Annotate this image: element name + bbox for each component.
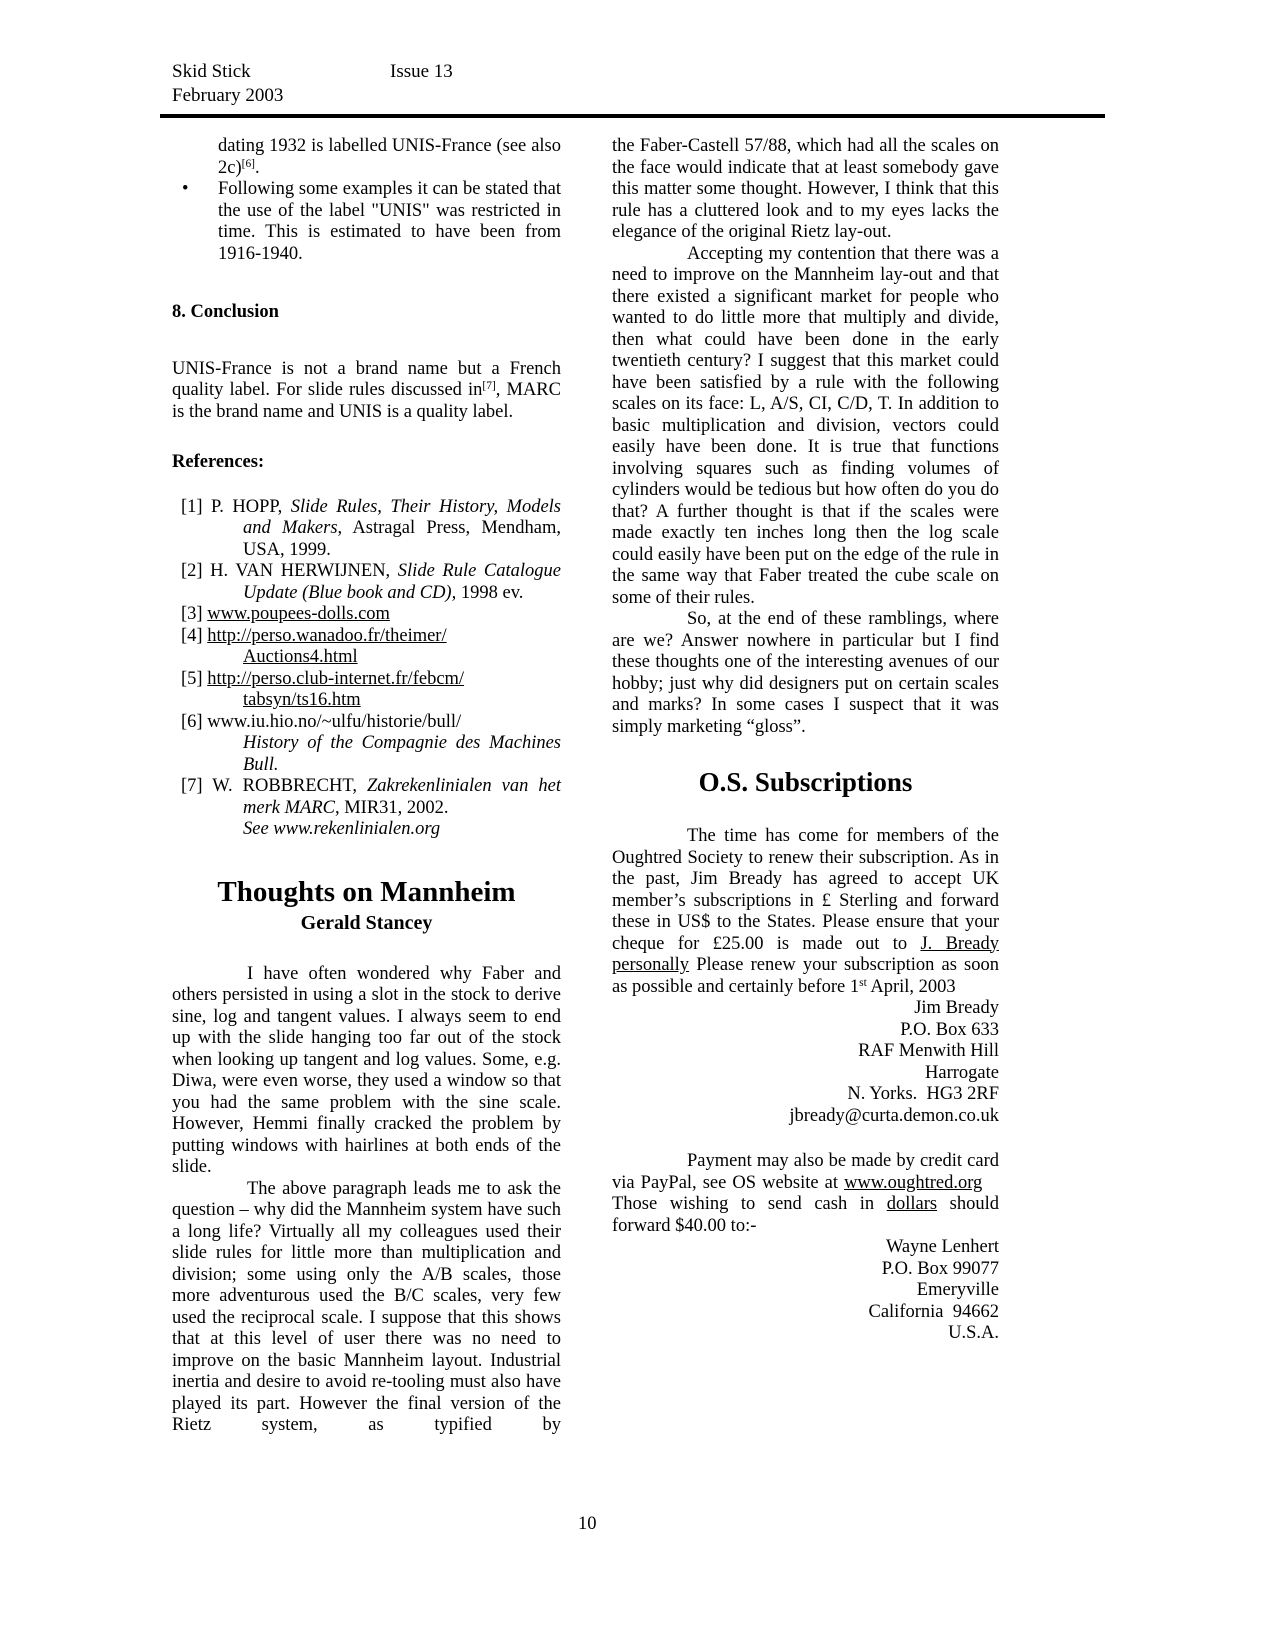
text-run: , MIR31, 2002. <box>334 797 449 818</box>
issue-number: Issue 13 <box>390 61 453 82</box>
text-run: UNIS-France is not a brand name but a French quality label. For slide rules discussed in <box>172 358 561 400</box>
reference-item <box>181 561 561 604</box>
text-run: 1998 ev. <box>456 582 524 603</box>
left-column <box>172 136 561 1437</box>
text-run: History of the Compagnie des Machines Bull. <box>243 733 561 775</box>
text-run: , Astragal Press, Mendham, USA, 1999. <box>243 518 561 560</box>
address-line: RAF Menwith Hill <box>858 1041 999 1061</box>
article-paragraph: The above paragraph leads me to ask the question – why did the Mannheim system have such a long life? Virtually all my colleagues used their slide rules for little more than multiplication and division; some using only the A/B scales, those more adventurous used the B/C scales, very few used the reciprocal scale. I suppose that this shows that at this level of user there was no need to improve on the basic Mannheim layout. Industrial inertia and desire to avoid re-tooling must also have played its part. However the final version of the Rietz system, as typified by <box>172 1178 561 1435</box>
list-item-continuation <box>218 136 561 179</box>
address-block-wayne-lenhert <box>612 1237 999 1345</box>
reference-item <box>181 626 561 669</box>
address-block-jim-bready <box>612 998 999 1127</box>
address-line: Harrogate <box>925 1062 999 1083</box>
oughtred-website-link[interactable]: www.oughtred.org <box>844 1172 983 1193</box>
text-run: April, 2003 <box>866 976 956 997</box>
reference-item <box>181 497 561 562</box>
reference-item <box>181 776 561 841</box>
subscriptions-paragraph <box>612 826 999 998</box>
text-run: [6] www.iu.hio.no/~ulfu/historie/bull/ <box>181 711 462 732</box>
conclusion-paragraph <box>172 359 561 424</box>
email-address: jbready@curta.demon.co.uk <box>789 1105 999 1126</box>
text-run: [7] W. ROBBRECHT, <box>181 776 367 796</box>
text-run: Zakrekenlinialen van het merk MARC <box>243 776 561 818</box>
right-column <box>612 136 999 1345</box>
list-item <box>172 179 561 265</box>
text-run: [1] P. HOPP, <box>181 496 291 517</box>
text-run: See www.rekenlinialen.org <box>243 819 441 839</box>
reference-item <box>181 669 561 712</box>
text-run: The time has come for members of the Oughtred Society to renew their subscription. As in the past, Jim Bready has agreed to accept UK member’s subscriptions in £ Sterling and forward these in US$ to the States. Please ensure that your cheque for £25.00 is made out to <box>612 826 999 954</box>
text-run: Slide Rule Catalogue Update (Blue book and CD), <box>243 561 561 603</box>
address-line: N. Yorks. HG3 2RF <box>847 1084 999 1104</box>
address-line: Emeryville <box>916 1280 999 1300</box>
references-heading: References: <box>172 452 265 472</box>
article-paragraph: Accepting my contention that there was a need to improve on the Mannheim lay-out and that there existed a significant market for people who wanted to do little more that multiply and divide, then what could have been done in the early twentieth century? I suggest that this market could have been satisfied by a rule with the following scales on its face: L, A/S, CI, C/D, T. In addition to basic multiplication and division, vectors could easily have been done. It is true that functions involving squares such as finding volumes of cylinders would be tedious but how often do you do that? A further thought is that if the scales were made exactly ten inches long then the log scale could easily have been put on the edge of the rule in the same way that Faber treated the cube scale on some of their rules. <box>612 243 999 608</box>
reference-link[interactable]: www.poupees-dolls.com <box>207 604 390 624</box>
issue-date: February 2003 <box>172 85 284 106</box>
article-title: Thoughts on Mannheim <box>217 875 516 908</box>
address-line: P.O. Box 633 <box>900 1019 999 1040</box>
header-line-2 <box>160 84 1105 108</box>
address-line: P.O. Box 99077 <box>881 1258 999 1279</box>
text-run: Payment may also be made by credit card via PayPal, see OS website at <box>612 1151 999 1193</box>
text-run: st <box>859 976 867 989</box>
page-header <box>160 60 1105 118</box>
conclusion-heading: 8. Conclusion <box>172 302 279 322</box>
address-line: California 94662 <box>868 1301 999 1322</box>
header-line-1 <box>160 60 1105 84</box>
text-run: [7] <box>482 380 496 393</box>
reference-item <box>181 604 561 626</box>
underlined-text: J. Bready personally <box>612 933 999 975</box>
text-run: . <box>255 157 260 178</box>
text-run: [4] <box>181 625 208 646</box>
address-line: Jim Bready <box>914 998 999 1018</box>
text-run: Please renew your subscription as soon as possible and certainly before 1 <box>612 955 999 997</box>
bullet-icon: • <box>182 179 189 199</box>
reference-link[interactable]: http://perso.club-internet.fr/febcm/​tabsyn/ts16.htm <box>207 668 465 710</box>
text-run: Slide Rules, Their History, Models and Makers <box>243 496 561 538</box>
page-number: 10 <box>578 1514 597 1534</box>
text-run: [5] <box>181 668 208 689</box>
text-run: should forward $40.00 to:- <box>612 1194 999 1236</box>
text-run: Those wishing to send cash in <box>612 1172 1000 1214</box>
address-line: U.S.A. <box>948 1323 999 1343</box>
text-run: [6] <box>241 157 255 170</box>
text-run: , MARC is the brand name and UNIS is a quality label. <box>172 380 561 422</box>
address-line: Wayne Lenhert <box>885 1237 999 1257</box>
text-run: [3] <box>181 604 208 624</box>
article-paragraph: I have often wondered why Faber and others persisted in using a slot in the stock to derive sine, log and tangent values. I always seem to end up with the slide hanging too far out of the stock when looking up tangent and log values. Some, e.g. Diwa, were even worse, they used a window so that you had the same problem with the sine scale. However, Hemmi finally cracked the problem by putting windows with hairlines at both ends of the slide. <box>172 963 561 1177</box>
reference-item <box>181 712 561 777</box>
article-paragraph-continuation: the Faber-Castell 57/88, which had all the scales on the face would indicate that at least somebody gave this matter some thought. However, I think that this rule has a cluttered look and to my eyes lacks the elegance of the original Rietz lay-out. <box>612 136 999 242</box>
subscriptions-heading: O.S. Subscriptions <box>698 767 913 797</box>
article-paragraph: So, at the end of these ramblings, where are we? Answer nowhere in particular but I find these thoughts one of the interesting avenues of our hobby; just why did designers put on certain scales and marks? In some cases I suspect that it was simply marketing “gloss”. <box>612 609 999 737</box>
underlined-text: dollars <box>886 1194 938 1214</box>
text-run: dating 1932 is labelled UNIS-France (see also 2c) <box>218 136 561 178</box>
publication-title: Skid Stick <box>172 61 251 82</box>
list-item-text: Following some examples it can be stated that the use of the label "UNIS" was restricted in time. This is estimated to have been from 1916-1940. <box>218 179 561 264</box>
reference-link[interactable]: http://perso.wanadoo.fr/theimer/​Auctions4.html <box>207 625 447 667</box>
text-run: [2] H. VAN HERWIJNEN, <box>181 561 398 581</box>
article-author: Gerald Stancey <box>300 911 433 934</box>
payment-paragraph <box>612 1151 999 1237</box>
references-list <box>181 497 561 841</box>
